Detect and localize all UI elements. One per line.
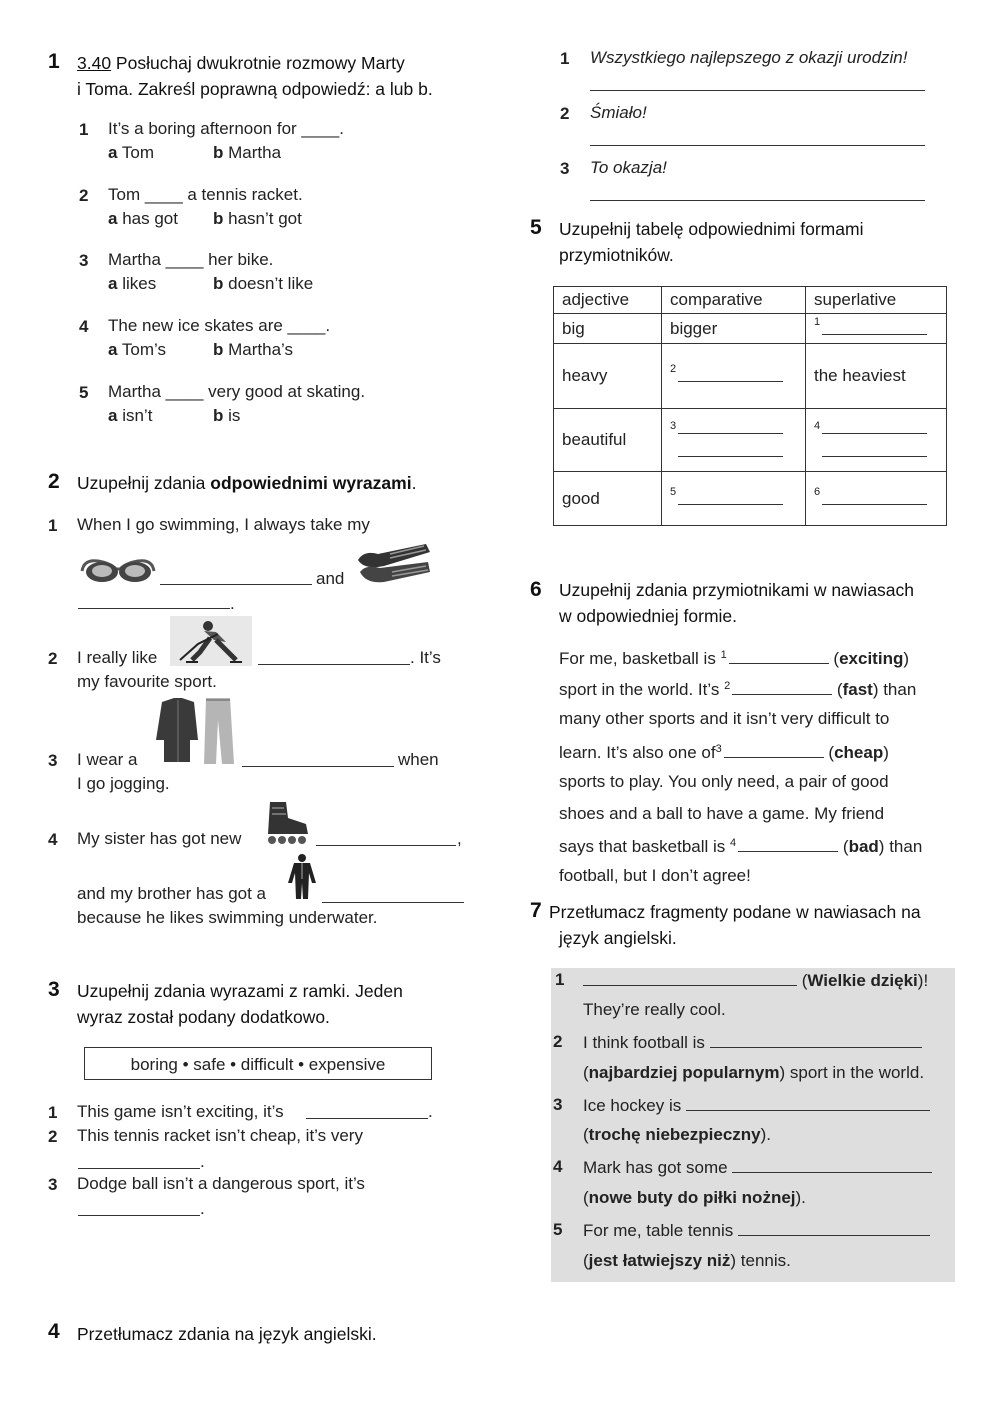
table-row — [554, 472, 947, 526]
item-number: 1 — [79, 120, 89, 139]
sentence-number: 3 — [48, 1175, 58, 1194]
column-header: superlative — [806, 287, 947, 314]
question-text: The new ice skates are ____. — [108, 316, 331, 335]
wetsuit-icon — [286, 853, 318, 901]
swimming-goggles-icon — [80, 551, 156, 589]
sentence-text: I go jogging. — [77, 774, 170, 793]
answer-blank[interactable] — [242, 748, 394, 767]
answer-blank[interactable] — [590, 127, 925, 146]
sentence-number: 1 — [48, 516, 58, 535]
table-row — [554, 314, 947, 344]
option-b[interactable]: b Martha — [213, 143, 282, 162]
exercise-4-number: 4 — [48, 1320, 60, 1343]
answer-blank[interactable] — [590, 182, 925, 201]
answer-blank[interactable] — [583, 967, 797, 986]
sentence-text: Dodge ball isn’t a dangerous sport, it’s — [77, 1174, 365, 1193]
polish-phrase: To okazja! — [590, 158, 667, 177]
item-number: 3 — [553, 1095, 563, 1114]
option-a[interactable]: a Tom’s — [108, 340, 166, 359]
cell-superlative: the heaviest — [806, 344, 947, 409]
answer-blank[interactable] — [160, 566, 312, 585]
sentence-number: 3 — [48, 751, 58, 770]
question-text: Tom ____ a tennis racket. — [108, 185, 303, 204]
option-b[interactable]: b is — [213, 406, 241, 425]
exercise-1-instruction: 3.40 Posłuchaj dwukrotnie rozmowy Marty i Toma. Zakreśl poprawną odpowiedź: a lub b. — [77, 53, 433, 99]
exercise-7-instruction: Przetłumacz fragmenty podane w nawiasach na język angielski. — [549, 902, 921, 948]
cell-comparative-blank[interactable]: 3 — [662, 409, 806, 472]
answer-blank[interactable] — [729, 645, 829, 664]
column-header: comparative — [662, 287, 806, 314]
sentence-text: and my brother has got a — [77, 884, 267, 903]
option-b[interactable]: b Martha’s — [213, 340, 294, 359]
exercise-2-number: 2 — [48, 470, 60, 493]
table-header-row — [554, 287, 947, 314]
cell-superlative-blank[interactable]: 6 — [806, 472, 947, 526]
table-row — [554, 409, 947, 472]
sentence-text: This game isn’t exciting, it’s — [77, 1102, 284, 1121]
tracksuit-icon — [148, 696, 236, 768]
question-text: Martha ____ her bike. — [108, 250, 274, 269]
cell-comparative-blank[interactable]: 2 — [662, 344, 806, 409]
polish-phrase: Wszystkiego najlepszego z okazji urodzin! — [590, 48, 908, 67]
ice-hockey-player-icon — [170, 616, 252, 666]
exercise-3-number: 3 — [48, 978, 60, 1001]
word-box: boring • safe • difficult • expensive — [84, 1047, 432, 1080]
answer-blank[interactable] — [78, 1197, 200, 1216]
item-number: 2 — [553, 1032, 563, 1051]
sentence-text: my favourite sport. — [77, 672, 217, 691]
item-number: 1 — [560, 49, 570, 68]
item-number: 1 — [555, 970, 565, 989]
sentence-text: When I go swimming, I always take my — [77, 515, 370, 534]
answer-blank[interactable] — [316, 827, 456, 846]
exercise-5-instruction: Uzupełnij tabelę odpowiednimi formami przymiotników. — [559, 219, 864, 265]
cell-comparative-blank[interactable]: 5 — [662, 472, 806, 526]
cell-superlative-blank[interactable]: 1 — [806, 314, 947, 344]
answer-blank[interactable] — [710, 1029, 922, 1048]
sentence-text: when — [398, 750, 439, 769]
swimming-fins-icon — [354, 540, 432, 588]
polish-phrase: Śmiało! — [590, 103, 647, 122]
sentence-text: This tennis racket isn’t cheap, it’s very — [77, 1126, 363, 1145]
answer-blank[interactable] — [686, 1092, 930, 1111]
exercise-4-instruction: Przetłumacz zdania na język angielski. — [77, 1324, 377, 1344]
option-a[interactable]: a Tom — [108, 143, 155, 162]
item-number: 2 — [79, 186, 89, 205]
exercise-2-instruction: Uzupełnij zdania odpowiednimi wyrazami. — [77, 473, 417, 493]
exercise-6-number: 6 — [530, 578, 542, 601]
answer-blank[interactable] — [322, 884, 464, 903]
option-b[interactable]: b doesn’t like — [213, 274, 314, 293]
answer-blank[interactable] — [738, 833, 838, 852]
answer-blank[interactable] — [78, 1150, 200, 1169]
sentence-number: 2 — [48, 1127, 58, 1146]
item-number: 2 — [560, 104, 570, 123]
item-number: 4 — [79, 317, 89, 336]
answer-blank[interactable] — [738, 1217, 930, 1236]
item-number: 5 — [79, 383, 89, 402]
cell-comparative: bigger — [662, 314, 806, 344]
sentence-text: because he likes swimming underwater. — [77, 908, 378, 927]
adjective-table — [553, 286, 947, 526]
cell-adjective: heavy — [554, 344, 662, 409]
sentence-text: and — [316, 569, 345, 588]
sentence-text: I wear a — [77, 750, 138, 769]
sentence-number: 1 — [48, 1103, 58, 1122]
exercise-5-number: 5 — [530, 216, 542, 239]
option-a[interactable]: a likes — [108, 274, 157, 293]
item-number: 4 — [553, 1157, 563, 1176]
cell-superlative-blank[interactable]: 4 — [806, 409, 947, 472]
answer-blank[interactable] — [724, 739, 824, 758]
exercise-1-number: 1 — [48, 50, 60, 73]
answer-blank[interactable] — [258, 646, 410, 665]
cell-adjective: good — [554, 472, 662, 526]
sentence-text: I really like — [77, 648, 158, 667]
column-header: adjective — [554, 287, 662, 314]
sentence-number: 4 — [48, 830, 58, 849]
option-a[interactable]: a isn’t — [108, 406, 153, 425]
option-a[interactable]: a has got — [108, 209, 178, 228]
answer-blank[interactable] — [732, 1154, 932, 1173]
cell-adjective: beautiful — [554, 409, 662, 472]
question-text: It’s a boring afternoon for ____. — [108, 119, 344, 138]
exercise-7-number: 7 — [530, 899, 542, 922]
sentence-number: 2 — [48, 649, 58, 668]
rollerblades-icon — [262, 800, 312, 846]
question-text: Martha ____ very good at skating. — [108, 382, 366, 401]
cell-adjective: big — [554, 314, 662, 344]
item-number: 3 — [79, 251, 89, 270]
sentence-text: My sister has got new — [77, 829, 242, 848]
answer-blank[interactable] — [78, 590, 230, 609]
answer-blank[interactable] — [590, 72, 925, 91]
item-number: 5 — [553, 1220, 563, 1239]
answer-blank[interactable] — [306, 1100, 428, 1119]
audio-track-number: 3.40 — [77, 53, 112, 73]
item-number: 3 — [560, 159, 570, 178]
table-row — [554, 344, 947, 409]
option-b[interactable]: b hasn’t got — [213, 209, 302, 228]
exercise-3-instruction: Uzupełnij zdania wyrazami z ramki. Jeden wyraz został podany dodatkowo. — [77, 981, 403, 1027]
sentence-text: . It’s — [410, 648, 441, 667]
answer-blank[interactable] — [732, 676, 832, 695]
exercise-6-instruction: Uzupełnij zdania przymiotnikami w nawiasach w odpowiedniej formie. — [559, 580, 915, 626]
